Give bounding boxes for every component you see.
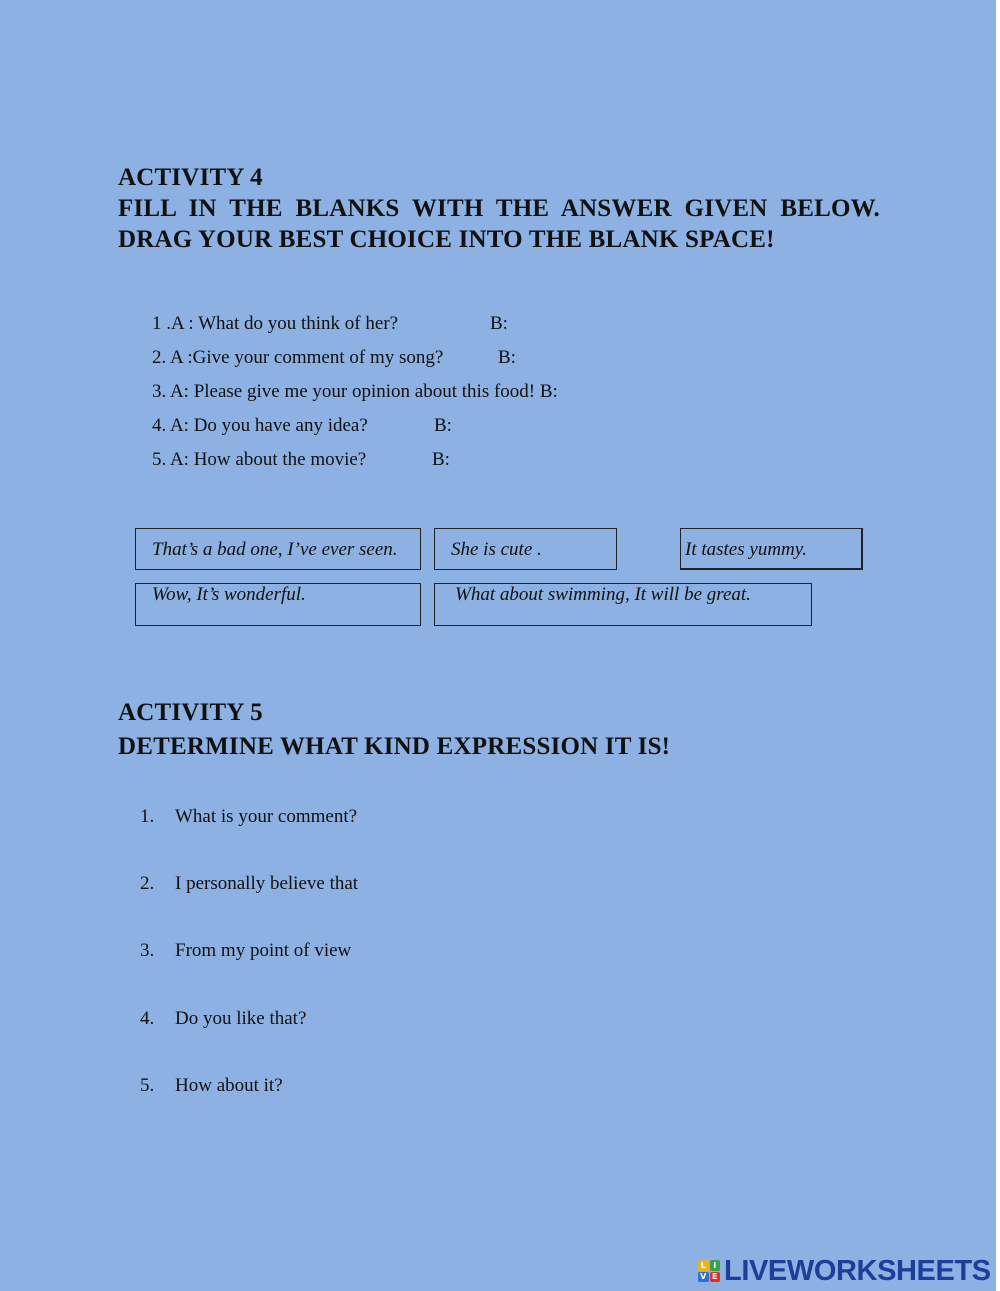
badge-letter: V (698, 1272, 709, 1283)
answer-blank-label[interactable]: B: (432, 449, 450, 470)
answer-choice-text: What about swimming, It will be great. (455, 584, 751, 605)
answer-choice-4[interactable] (135, 583, 421, 626)
answer-choice-text: She is cute . (451, 539, 542, 560)
answer-blank-label[interactable]: B: (490, 313, 508, 334)
live-badge-icon (698, 1260, 720, 1282)
activity-4-heading (118, 162, 880, 255)
liveworksheets-logo (698, 1256, 991, 1286)
badge-letter: E (710, 1272, 721, 1283)
list-item-text: From my point of view (175, 940, 352, 961)
question-prompt: 1 .A : What do you think of her? (152, 313, 399, 334)
answer-choice-text: Wow, It’s wonderful. (152, 584, 306, 605)
answer-choice-text: That’s a bad one, I’ve ever seen. (152, 539, 398, 560)
question-prompt: 4. A: Do you have any idea? (152, 415, 368, 436)
list-item-text: What is your comment? (175, 806, 358, 827)
badge-letter: L (698, 1260, 709, 1271)
question-prompt: 2. A :Give your comment of my song? (152, 347, 444, 368)
list-item-number: 4. (140, 1008, 155, 1029)
list-item-text: Do you like that? (175, 1008, 307, 1029)
answer-choice-5[interactable] (434, 583, 812, 626)
activity-5-title: ACTIVITY 5 (118, 699, 263, 726)
badge-letter: I (710, 1260, 721, 1271)
answer-choice-2[interactable] (434, 528, 617, 570)
page-edge (996, 0, 1000, 1291)
list-item-text: How about it? (175, 1075, 283, 1096)
activity-4-instruction-line2: DRAG YOUR BEST CHOICE INTO THE BLANK SPACE! (118, 226, 775, 253)
list-item-number: 2. (140, 873, 155, 894)
logo-text: LIVEWORKSHEETS (724, 1255, 991, 1287)
list-item-number: 5. (140, 1075, 155, 1096)
activity-5-heading (118, 696, 670, 764)
list-item-number: 1. (140, 806, 155, 827)
activity-5-instruction: DETERMINE WHAT KIND EXPRESSION IT IS! (118, 733, 671, 760)
list-item-number: 3. (140, 940, 155, 961)
answer-blank-label[interactable]: B: (434, 415, 452, 436)
answer-choice-3[interactable] (680, 528, 863, 570)
activity-4-title: ACTIVITY 4 (118, 164, 263, 191)
question-4 (152, 415, 452, 437)
question-2 (152, 347, 516, 369)
answer-blank-label[interactable]: B: (539, 381, 558, 402)
list-item-text: I personally believe that (175, 873, 359, 894)
question-1 (152, 313, 508, 335)
question-prompt: 5. A: How about the movie? (152, 449, 367, 470)
question-prompt: 3. A: Please give me your opinion about this food! (152, 381, 536, 402)
answer-choice-text: It tastes yummy. (685, 539, 807, 560)
question-3 (152, 381, 558, 403)
activity-4-instruction-line1: FILL IN THE BLANKS WITH THE ANSWER GIVEN BELOW. (118, 195, 880, 222)
answer-choice-1[interactable] (135, 528, 421, 570)
answer-blank-label[interactable]: B: (498, 347, 516, 368)
question-5 (152, 449, 450, 471)
